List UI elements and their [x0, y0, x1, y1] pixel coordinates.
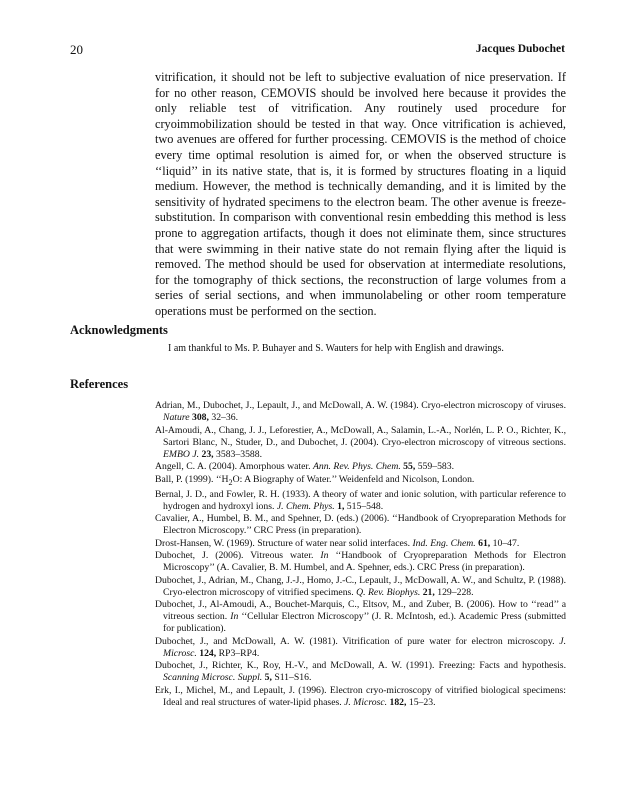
- reference-text-run: Dubochet, J., and McDowall, A. W. (1981). Vitrification of pure water for electron microscopy.: [155, 635, 560, 647]
- reference-item: [155, 599, 566, 635]
- reference-list: [155, 400, 566, 709]
- reference-text-run: Drost-Hansen, W. (1969). Structure of water near solid interfaces.: [155, 537, 413, 549]
- reference-text-run: 515–548.: [344, 500, 384, 512]
- reference-text-run: Q. Rev. Biophys.: [356, 586, 421, 598]
- reference-text-run: Scanning Microsc. Suppl.: [163, 672, 263, 684]
- reference-text-run: S11–S16.: [271, 672, 312, 684]
- reference-text-run: 129–228.: [434, 586, 474, 598]
- reference-text-run: 308,: [191, 412, 209, 423]
- reference-text-run: J. Microsc.: [344, 696, 388, 708]
- reference-text-run: 10–47.: [490, 537, 520, 549]
- reference-text-run: Ind. Eng. Chem.: [412, 537, 476, 549]
- reference-item: [155, 474, 566, 489]
- reference-text-run: 559–583.: [415, 461, 455, 472]
- reference-item: [155, 513, 566, 537]
- reference-text-run: 3583–3588.: [213, 448, 263, 460]
- reference-item: [155, 685, 566, 709]
- reference-item: [155, 538, 566, 550]
- page-number: 20: [70, 42, 83, 57]
- reference-text-run: 2: [228, 477, 233, 487]
- reference-text-run: J. Chem. Phys.: [276, 500, 335, 512]
- reference-text-run: EMBO J.: [163, 448, 200, 460]
- reference-item: [155, 550, 566, 574]
- reference-text-run: 15–23.: [406, 696, 436, 708]
- reference-item: [155, 660, 566, 684]
- reference-item: [155, 461, 566, 473]
- reference-text-run: Ann. Rev. Phys. Chem.: [312, 461, 401, 472]
- reference-text-run: Erk, I., Michel, M., and Lepault, J. (1996). Electron cryo-microscopy of vitrified biological specimens: Ideal and real structures of water-lipid phases.: [155, 684, 566, 708]
- reference-text-run: 55,: [403, 461, 416, 472]
- reference-item: [155, 425, 566, 461]
- running-head: Jacques Dubochet: [475, 43, 565, 55]
- acknowledgments-text: I am thankful to Ms. P. Buhayer and S. Wauters for help with English and drawings.: [168, 343, 504, 354]
- reference-text-run: 32–36.: [208, 412, 238, 423]
- acknowledgments-heading: Acknowledgments: [70, 323, 168, 337]
- reference-text-run: 23,: [201, 448, 214, 460]
- body-paragraph: vitrification, it should not be left to subjective evaluation of nice preservation. If for no other reason, CEMOVIS should be involved here because it provides the only reliable test of vitrification. Any routinely used procedure for cryoimmobilization should be tested in that way. Once vitrification is achieved, two avenues are offered for further processing. CEMOVIS is the method of choice every time optimal resolution is aimed for, or when the observed structure is ‘‘liquid’’ in its native state, that is, it is formed by structures floating in a liquid medium. However, the method is technically demanding, and it is limited by the sensitivity of hydrated specimens to the electron beam. The other avenue is freeze-substitution. In comparison with conventional resin embedding this method is less prone to aggregation artifacts, though it does not eliminate them, since structures that were swimming in their native state do not remain flying after the liquid is removed. The method should be used for observation at intermediate resolutions, for the tomography of thick sections, the reconstruction of large volumes from a series of serial sections, and when immunolabeling or other room temperature operations must be performed on the section.: [155, 70, 566, 318]
- reference-text-run: Al-Amoudi, A., Chang, J. J., Leforestier, A., McDowall, A., Salamin, L.-A., Norlén, L. P. O., Richter, K., Sartori Blanc, N., Studer, D., and Dubochet, J. (2004). Cryo-electron microscopy of vitreous sections.: [155, 424, 566, 448]
- reference-text-run: Dubochet, J., Adrian, M., Chang, J.-J., Homo, J.-C., Lepault, J., McDowall, A. W., and Schultz, P. (1988). Cryo-electron microscopy of vitrified specimens.: [155, 574, 566, 598]
- reference-text-run: 61,: [478, 537, 491, 549]
- reference-text-run: In: [230, 611, 239, 623]
- reference-item: [155, 636, 566, 660]
- reference-text-run: Nature: [163, 412, 190, 423]
- references-heading: References: [70, 377, 129, 391]
- reference-text-run: RP3–RP4.: [216, 647, 260, 659]
- reference-item: [155, 400, 566, 424]
- reference-text-run: Dubochet, J., Al-Amoudi, A., Bouchet-Marquis, C., Eltsov, M., and Zuber, B. (2006). How to ‘‘read’’ a vitreous section.: [155, 599, 566, 623]
- reference-text-run: Bernal, J. D., and Fowler, R. H. (1933). A theory of water and ionic solution, with particular reference to hydrogen and hydroxyl ions.: [155, 488, 566, 512]
- reference-text-run: Dubochet, J., Richter, K., Roy, H.-V., and McDowall, A. W. (1991). Freezing: Facts and hypothesis.: [155, 660, 566, 672]
- reference-text-run: Dubochet, J. (2006). Vitreous water.: [155, 550, 321, 562]
- reference-text-run: 5,: [264, 672, 272, 684]
- reference-text-run: ‘‘Handbook of Cryopreparation Methods for Electron Microscopy’’ (A. Cavalier, B. M. Humbel, and A. Spehner, eds.). CRC Press (in preparation).: [163, 550, 566, 574]
- reference-text-run: Adrian, M., Dubochet, J., Lepault, J., and McDowall, A. W. (1984). Cryo-electron microscopy of viruses.: [155, 400, 566, 411]
- reference-text-run: Angell, C. A. (2004). Amorphous water.: [155, 461, 313, 472]
- reference-text-run: 21,: [422, 586, 435, 598]
- reference-text-run: In: [320, 550, 329, 562]
- reference-text-run: 1,: [337, 500, 345, 512]
- reference-text-run: J. Microsc.: [163, 635, 566, 659]
- reference-text-run: 182,: [389, 696, 407, 708]
- reference-text-run: 124,: [199, 647, 217, 659]
- reference-text-run: O: A Biography of Water.’’ Weidenfeld and Nicolson, London.: [232, 473, 475, 485]
- reference-text-run: Ball, P. (1999). ‘‘H: [155, 473, 229, 485]
- reference-item: [155, 575, 566, 599]
- reference-text-run: ‘‘Cellular Electron Microscopy’’ (J. R. McIntosh, ed.). Academic Press (submitted for publication).: [163, 611, 566, 635]
- reference-text-run: Cavalier, A., Humbel, B. M., and Spehner, D. (eds.) (2006). ‘‘Handbook of Cryopreparation Methods for Electron Microscopy.’’ CRC Press (in preparation).: [155, 513, 566, 537]
- reference-item: [155, 489, 566, 513]
